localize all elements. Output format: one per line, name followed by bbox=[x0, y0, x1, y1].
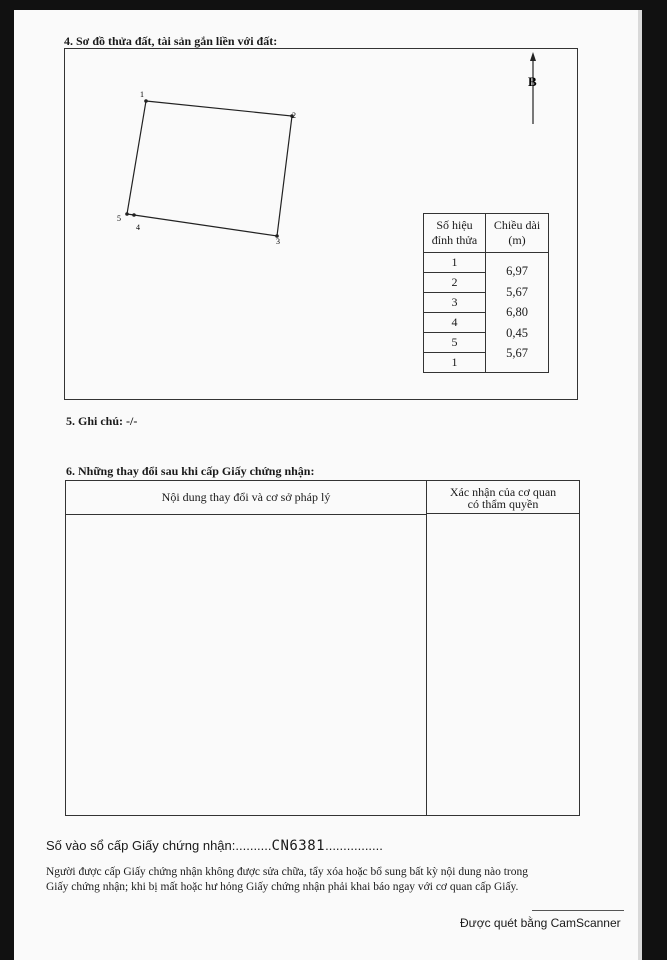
land-parcel-outline bbox=[127, 101, 292, 236]
vertex-1-point bbox=[144, 99, 148, 103]
page-edge bbox=[638, 10, 642, 960]
length-value: 0,45 bbox=[506, 325, 528, 340]
length-value: 6,80 bbox=[506, 305, 528, 319]
registry-number-line: Số vào sổ cấp Giấy chứng nhận:..........CN6381................ bbox=[46, 838, 383, 854]
vertex-4-point bbox=[132, 213, 136, 217]
vertex-label-2: 2 bbox=[292, 111, 296, 120]
parcel-cell: 1 bbox=[424, 253, 486, 273]
footer-rule bbox=[532, 910, 624, 911]
parcel-cell: 1 bbox=[424, 353, 486, 373]
notice-line-1: Người được cấp Giấy chứng nhận không được sửa chữa, tẩy xóa hoặc bổ sung bất kỳ nội dung nào trong bbox=[46, 866, 528, 878]
length-value: 5,67 bbox=[506, 346, 528, 360]
changes-authority-header: Xác nhận của cơ quan có thẩm quyền bbox=[427, 481, 579, 514]
vertex-label-5: 5 bbox=[117, 214, 121, 223]
changes-content-header: Nội dung thay đổi và cơ sở pháp lý bbox=[66, 481, 427, 515]
length-value: 5,67 bbox=[506, 284, 528, 299]
changes-column-divider bbox=[426, 514, 427, 815]
vertex-label-1: 1 bbox=[140, 90, 144, 99]
north-label: B bbox=[528, 74, 537, 89]
changes-table bbox=[65, 480, 580, 816]
section6-heading: 6. Những thay đổi sau khi cấp Giấy chứng nhận: bbox=[66, 464, 315, 478]
parcel-cell: 3 bbox=[424, 293, 486, 313]
vertex-5-point bbox=[125, 212, 129, 216]
parcel-cell: 2 bbox=[424, 273, 486, 293]
notice-line-2: Giấy chứng nhận; khi bị mất hoặc hư hỏng Giấy chứng nhận phải khai báo ngay với cơ quan cấp Giấy. bbox=[46, 881, 519, 893]
section5-heading: 5. Ghi chú: -/- bbox=[66, 414, 138, 428]
length-cell bbox=[486, 253, 549, 373]
parcel-cell: 5 bbox=[424, 333, 486, 353]
scanner-watermark: Được quét bằng CamScanner bbox=[460, 916, 621, 930]
table-header-parcel: Số hiệu đỉnh thửa bbox=[424, 214, 486, 253]
parcel-cell: 4 bbox=[424, 313, 486, 333]
registry-number: CN6381 bbox=[271, 838, 326, 854]
section4-heading: 4. Sơ đồ thửa đất, tài sản gắn liền với đất: bbox=[64, 34, 278, 48]
length-value: 6,97 bbox=[506, 264, 528, 278]
vertex-label-4: 4 bbox=[136, 223, 140, 232]
table-header-length: Chiều dài (m) bbox=[486, 214, 549, 253]
vertex-label-3: 3 bbox=[276, 237, 280, 246]
parcel-length-table bbox=[423, 213, 549, 373]
registry-label: Số vào sổ cấp Giấy chứng nhận: bbox=[46, 838, 236, 853]
